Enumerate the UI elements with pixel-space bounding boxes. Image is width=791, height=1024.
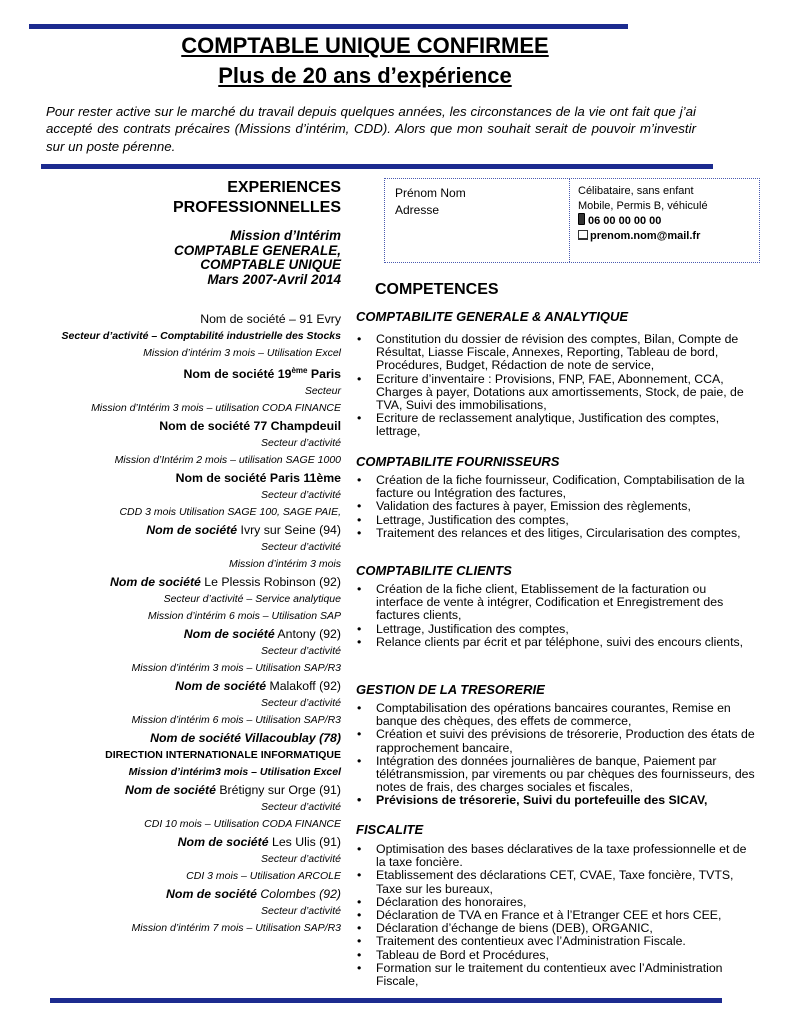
list-item: • Constitution du dossier de révision des comptes, Bilan, Compte de Résultat, Liasse Fiscale, Annexes, Reporting, Tableau de bord, Procédures, Budget, Rédaction de note de service, — [356, 333, 756, 373]
company-8: Nom de société Malakoff (92) — [175, 679, 341, 694]
list-item: • Déclaration des honoraires, — [356, 896, 756, 909]
contact-address: Adresse — [395, 203, 440, 217]
list-item: • Ecriture de reclassement analytique, Justification des comptes, lettrage, — [356, 412, 756, 438]
company-4: Nom de société Paris 11ème — [175, 471, 341, 486]
bottom-rule — [50, 998, 722, 1003]
company-11-contract: CDI 3 mois – Utilisation ARCOLE — [186, 870, 341, 883]
section-title-fournisseurs: COMPTABILITE FOURNISSEURS — [356, 454, 560, 469]
company-5-contract: Mission d’intérim 3 mois — [228, 558, 341, 571]
contact-email[interactable]: prenom.nom@mail.fr — [590, 229, 701, 242]
company-3: Nom de société 77 Champdeuil — [159, 419, 341, 434]
list-item: • Tableau de Bord et Procédures, — [356, 949, 756, 962]
contact-mobility: Mobile, Permis B, véhiculé — [578, 199, 708, 212]
company-2-sector: Secteur — [304, 385, 341, 398]
experience-list — [61, 310, 341, 937]
list-item: • Etablissement des déclarations CET, CVAE, Taxe foncière, TVTS, Taxe sur les bureaux, — [356, 869, 756, 895]
page-subtitle: Plus de 20 ans d’expérience — [218, 63, 512, 88]
section-title-tresorerie: GESTION DE LA TRESORERIE — [356, 682, 545, 697]
contact-name: Prénom Nom — [395, 186, 466, 200]
list-item: • Ecriture d’inventaire : Provisions, FNP, FAE, Abonnement, CCA, Charges à payer, Dotations aux amortissements, Stock, de paie, de TVA, Suivi des immobilisations, — [356, 373, 756, 413]
list-item: • Intégration des données journalières de banque, Paiement par télétransmission, par virements ou par chèques des fournisseurs, des notes de frais, des charges sociales et fiscales, — [356, 755, 756, 795]
list-comptabilite-generale — [356, 333, 756, 439]
page-title: COMPTABLE UNIQUE CONFIRMEE — [181, 33, 549, 58]
list-item: • Création et suivi des prévisions de trésorerie, Production des états de rapprochement bancaire, — [356, 728, 756, 754]
contact-divider — [569, 179, 570, 262]
company-3-contract: Mission d’Intérim 2 mois – utilisation SAGE 1000 — [114, 454, 341, 467]
company-2: Nom de société 19ème Paris — [183, 366, 341, 382]
contact-identity — [395, 185, 466, 219]
list-item: • Création de la fiche client, Etablissement de la facturation ou interface de vente à intégrer, Codification et Enregistrement des factures clients, — [356, 583, 756, 623]
company-3-sector: Secteur d’activité — [261, 437, 341, 450]
company-12-contract: Mission d’intérim 7 mois – Utilisation SAP/R3 — [131, 922, 341, 935]
company-1-sector: Secteur d’activité – Comptabilité industrielle des Stocks — [61, 330, 341, 342]
section-title-comptabilite-generale: COMPTABILITE GENERALE & ANALYTIQUE — [356, 309, 629, 324]
middle-rule — [41, 164, 713, 169]
company-7-sector: Secteur d’activité — [261, 645, 341, 658]
list-item: • Prévisions de trésorerie, Suivi du portefeuille des SICAV, — [356, 794, 756, 807]
list-item: • Formation sur le traitement du contentieux avec l’Administration Fiscale, — [356, 962, 756, 988]
intro-paragraph: Pour rester active sur le marché du travail depuis quelques années, les circonstances de la vie ont fait que j’ai accepté des contrats précaires (Missions d’intérim, CDD). Alors que mon souhait serait de pouvoir m’investir sur un poste pérenne. — [46, 104, 696, 154]
company-4-sector: Secteur d’activité — [261, 489, 341, 502]
company-10-contract: CDI 10 mois – Utilisation CODA FINANCE — [144, 818, 341, 831]
company-8-sector: Secteur d’activité — [261, 697, 341, 710]
list-item: • Traitement des contentieux avec l’Administration Fiscale. — [356, 935, 756, 948]
company-11: Nom de société Les Ulis (91) — [177, 835, 341, 850]
computer-icon — [578, 230, 588, 240]
section-title-fiscalite: FISCALITE — [356, 822, 424, 837]
mobile-phone-icon — [578, 213, 585, 225]
company-7-contract: Mission d’intérim 3 mois – Utilisation SAP/R3 — [131, 662, 341, 675]
top-rule — [29, 24, 628, 29]
contact-box — [384, 178, 760, 263]
list-item: • Traitement des relances et des litiges, Circularisation des comptes, — [356, 527, 776, 540]
list-item: • Création de la fiche fournisseur, Codification, Comptabilisation de la facture ou Intégration des factures, — [356, 474, 776, 500]
list-item: • Comptabilisation des opérations bancaires courantes, Remise en banque des chèques, des effets de commerce, — [356, 702, 756, 728]
company-10-sector: Secteur d’activité — [261, 801, 341, 814]
list-item: • Lettrage, Justification des comptes, — [356, 623, 756, 636]
main-mission: Mission d’Intérim COMPTABLE GENERALE, COMPTABLE UNIQUE Mars 2007-Avril 2014 — [173, 228, 341, 287]
section-title-clients: COMPTABILITE CLIENTS — [356, 563, 512, 578]
company-12: Nom de société Colombes (92) — [166, 887, 341, 902]
company-1: Nom de société – 91 Evry — [200, 312, 341, 326]
experiences-heading: EXPERIENCES PROFESSIONNELLES — [172, 179, 341, 216]
company-7: Nom de société Antony (92) — [183, 627, 341, 642]
company-6: Nom de société Le Plessis Robinson (92) — [109, 575, 341, 590]
company-4-contract: CDD 3 mois Utilisation SAGE 100, SAGE PAIE, — [119, 506, 341, 519]
contact-status: Célibataire, sans enfant — [578, 185, 694, 197]
company-5: Nom de société Ivry sur Seine (94) — [146, 523, 341, 538]
list-item: • Déclaration de TVA en France et à l’Etranger CEE et hors CEE, — [356, 909, 756, 922]
list-item: • Relance clients par écrit et par téléphone, suivi des encours clients, — [356, 636, 756, 649]
competences-heading: COMPETENCES — [375, 281, 499, 298]
list-fournisseurs — [356, 474, 776, 540]
company-9-contract: Mission d’intérim3 mois – Utilisation Excel — [128, 766, 341, 779]
company-2-contract: Mission d’Intérim 3 mois – utilisation CODA FINANCE — [91, 402, 341, 415]
list-item: • Optimisation des bases déclaratives de la taxe professionnelle et de la taxe foncière. — [356, 843, 756, 869]
company-6-contract: Mission d’intérim 6 mois – Utilisation SAP — [147, 610, 341, 623]
list-fiscalite — [356, 843, 756, 988]
company-10: Nom de société Brétigny sur Orge (91) — [125, 783, 341, 798]
company-11-sector: Secteur d’activité — [261, 853, 341, 866]
list-tresorerie — [356, 702, 756, 808]
company-8-contract: Mission d’intérim 6 mois – Utilisation SAP/R3 — [131, 714, 341, 727]
company-1-contract: Mission d’intérim 3 mois – Utilisation Excel — [143, 347, 341, 359]
contact-info — [578, 184, 708, 243]
company-6-sector: Secteur d’activité – Service analytique — [163, 593, 341, 606]
list-item: • Déclaration d’échange de biens (DEB), ORGANIC, — [356, 922, 756, 935]
company-9: Nom de société Villacoublay (78) — [150, 731, 341, 746]
list-item: • Validation des factures à payer, Emission des règlements, — [356, 500, 776, 513]
company-9-sector: DIRECTION INTERNATIONALE INFORMATIQUE — [105, 749, 341, 762]
company-12-sector: Secteur d’activité — [261, 905, 341, 918]
contact-phone: 06 00 00 00 00 — [588, 215, 662, 227]
company-5-sector: Secteur d’activité — [261, 541, 341, 554]
list-clients — [356, 583, 756, 649]
list-item: • Lettrage, Justification des comptes, — [356, 514, 776, 527]
